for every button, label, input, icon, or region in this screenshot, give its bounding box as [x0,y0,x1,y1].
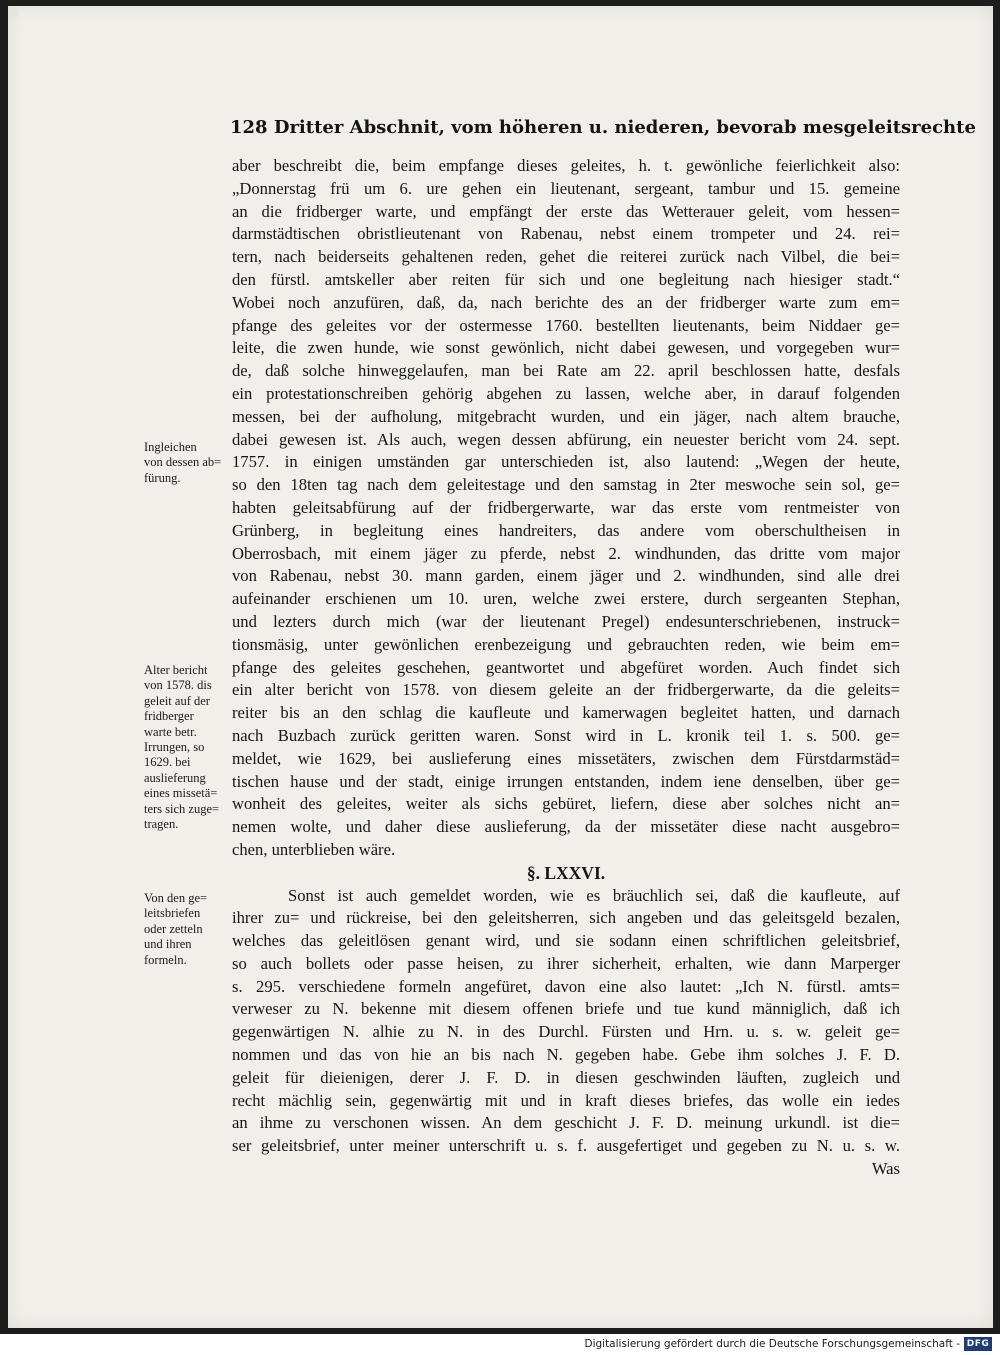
margin-note-line: eines missetä= [144,786,218,801]
text-line: Wobei noch anzufüren, daß, da, nach berichte des an der fridberger warte zum em= [232,292,900,312]
text-line: Oberrosbach, mit einem jäger zu pferde, nebst 2. windhunden, das dritte vom major [232,543,900,563]
margin-note-line: von 1578. dis [144,678,212,693]
section-paragraph [232,885,900,1159]
margin-note-line: ters sich zuge= [144,801,220,816]
text-line: pfange des geleites geschehen, geantwortet und abgefüret worden. Auch findet sich [232,657,900,677]
text-line: an ihme zu verschonen wissen. An dem geschicht J. F. D. meinung urkundl. ist die= [232,1113,900,1133]
text-line: den fürstl. amtskeller aber reiten für sich und one begleitung nach hiesiger stadt.“ [232,269,900,289]
body-paragraph [232,155,900,862]
text-line: reiter bis an den schlag die kaufleute und kamerwagen begleitet hatten, und darnach [232,703,900,723]
text-line: darmstädtischen obristlieutenant von Rabenau, nebst einem trompeter und 24. rei= [232,224,900,244]
margin-note-line: und ihren [144,937,192,952]
page-corner [8,6,18,16]
text-line: geleit für dieienigen, derer J. F. D. in diesen geschwinden läuften, zugleich und [232,1067,900,1087]
text-line: Grünberg, in begleitung eines handreiters, das andere vom oberschultheisen in [232,520,900,540]
text-line: habten geleitsabfürung auf der fridbergerwarte, war das erste vom rentmeister von [232,497,900,517]
text-line: tionsmäsig, unter gewönlichen erenbezeigung und gebrauchten reden, wie beim em= [232,634,900,654]
margin-note-line: leitsbriefen [144,906,201,921]
text-line: ser geleitsbrief, unter meiner unterschrift u. s. f. ausgefertiget und gegeben zu N. u. s. w. [232,1136,900,1156]
text-line: leite, die zwen hunde, wie sonst gewönlich, nicht dabei gewesen, und vorgegeben wur= [232,338,900,358]
text-line: und lezters durch mich (war der lieutenant Pregel) endesunterschriebenen, instruck= [232,611,900,631]
text-line: ein alter bericht von 1578. von diesem geleite an der fridbergerwarte, da die geleits= [232,680,900,700]
text-line: meldet, wie 1629, bei auslieferung eines missetäters, zwischen dem Fürstdarmstäd= [232,748,900,768]
margin-note-line: Ingleichen [144,440,197,454]
text-line: nommen und das von hie an bis nach N. gegeben habe. Gebe ihm solches J. F. D. [232,1045,900,1065]
margin-note-line: formeln. [144,952,187,967]
text-line: s. 295. verschiedene formeln angefüret, davon eine also lautet: „Ich N. fürstl. amts= [232,976,900,996]
margin-note-line: auslieferung [144,770,206,785]
text-line: nemen wolte, und daher diese auslieferung, da der missetäter diese nacht ausgebro= [232,817,900,837]
text-line: aufeinander erschienen um 10. uren, welche zwei erstere, durch sergeanten Stephan, [232,589,900,609]
text-line: welches das geleitlösen genant wird, und sie sodann einen schriftlichen geleitsbrief, [232,931,900,951]
text-line: 1757. in einigen umständen gar unterschieden ist, also lautend: „Wegen der heute, [232,452,900,472]
text-line: Sonst ist auch gemeldet worden, wie es bräuchlich sei, daß die kaufleute, auf [288,885,900,905]
text-line: von Rabenau, nebst 30. mann garden, einem jäger und 2. windhunden, sind alle drei [232,566,900,586]
text-line: chen, unterblieben wäre. [232,839,396,859]
margin-note-3 [144,891,232,968]
text-line: ihrer zu= und rückreise, bei den geleitsherren, sich angeben und das geleitsgeld bezalen, [232,908,900,928]
margin-note-line: warte betr. [144,724,197,739]
text-line: gegenwärtigen N. alhie zu N. in des Durchl. Fürsten und Hrn. u. s. w. geleit ge= [232,1022,900,1042]
text-line: wonheit des geleites, weiter als sichs gebüret, liefern, diese aber solches nicht an= [232,794,900,814]
margin-note-line: von dessen ab= [144,455,222,470]
text-line: aber beschreibt die, beim empfange dieses geleites, h. t. gewönliche feierlichkeit also: [232,156,900,175]
section-heading: §. LXXVI. [526,862,606,883]
text-line: pfange des geleites vor der ostermesse 1760. bestellten lieutenants, beim Niddaer ge= [232,315,900,335]
main-text [232,155,900,1181]
margin-note-line: fridberger [144,709,194,724]
margin-note-line: Alter bericht [144,663,208,677]
margin-note-line: geleit auf der [144,693,210,708]
text-line: de, daß solche hinweggelaufen, man bei Rate am 22. april beschlossen hatte, desfals [232,361,900,381]
margin-note-line: Von den ge= [144,891,208,905]
footer-credit: Digitalisierung gefördert durch die Deutsche Forschungsgemeinschaft - [584,1338,960,1350]
text-line: „Donnerstag frü um 6. ure gehen ein lieutenant, sergeant, tambur und 15. gemeine [232,178,900,198]
text-line: tischen hause und der stadt, einige irrungen entstanden, indem iene denselben, über ge= [232,771,900,791]
margin-note-line: 1629. bei [144,755,191,770]
margin-note-1 [144,440,232,486]
text-line: nach Buzbach zurück geritten waren. Sonst wird in L. kronik teil 1. s. 500. ge= [232,725,900,745]
text-line: an die fridberger warte, und empfängt der erste das Wetterauer geleit, vom hessen= [232,201,900,221]
margin-note-line: fürung. [144,470,181,485]
text-line: recht mächlig sein, gegenwärtig mit und in kraft dieses briefes, das wolle ein iedes [232,1090,900,1110]
margin-note-line: oder zetteln [144,921,203,936]
dfg-logo-icon: DFG [964,1337,992,1351]
margin-note-line: Irrungen, so [144,740,205,755]
running-head: 128 Dritter Abschnit, vom höheren u. niederen, bevorab mesgeleitsrechte [230,117,976,138]
text-line: messen, bei der aufholung, mitgebracht wurden, und ein jäger, nach altem brauche, [232,406,900,426]
text-line: ein protestationschreiben gehörig abgehen zu lassen, welche aber, in darauf folgenden [232,383,900,403]
text-line: tern, nach beiderseits gehaltenen reden, gehet die reiterei zurück nach Vilbel, die bei= [232,247,900,267]
catchword: Was [871,1159,900,1179]
footer-bar [0,1334,1000,1355]
margin-note-2 [144,663,232,832]
margin-note-line: tragen. [144,817,179,832]
text-line: so den 18ten tag nach dem geleitestage und den samstag in 2ter meswoche sein sol, ge= [232,475,900,495]
text-line: verweser zu N. bekenne mit diesem offenen briefe und tue kund männiglich, daß ich [232,999,900,1019]
text-line: so auch bollets oder passe heisen, zu ihrer sicherheit, erhalten, wie dann Marperger [232,953,900,973]
text-line: dabei gewesen ist. Als auch, wegen dessen abfürung, ein neuester bericht vom 24. sept. [232,429,900,449]
